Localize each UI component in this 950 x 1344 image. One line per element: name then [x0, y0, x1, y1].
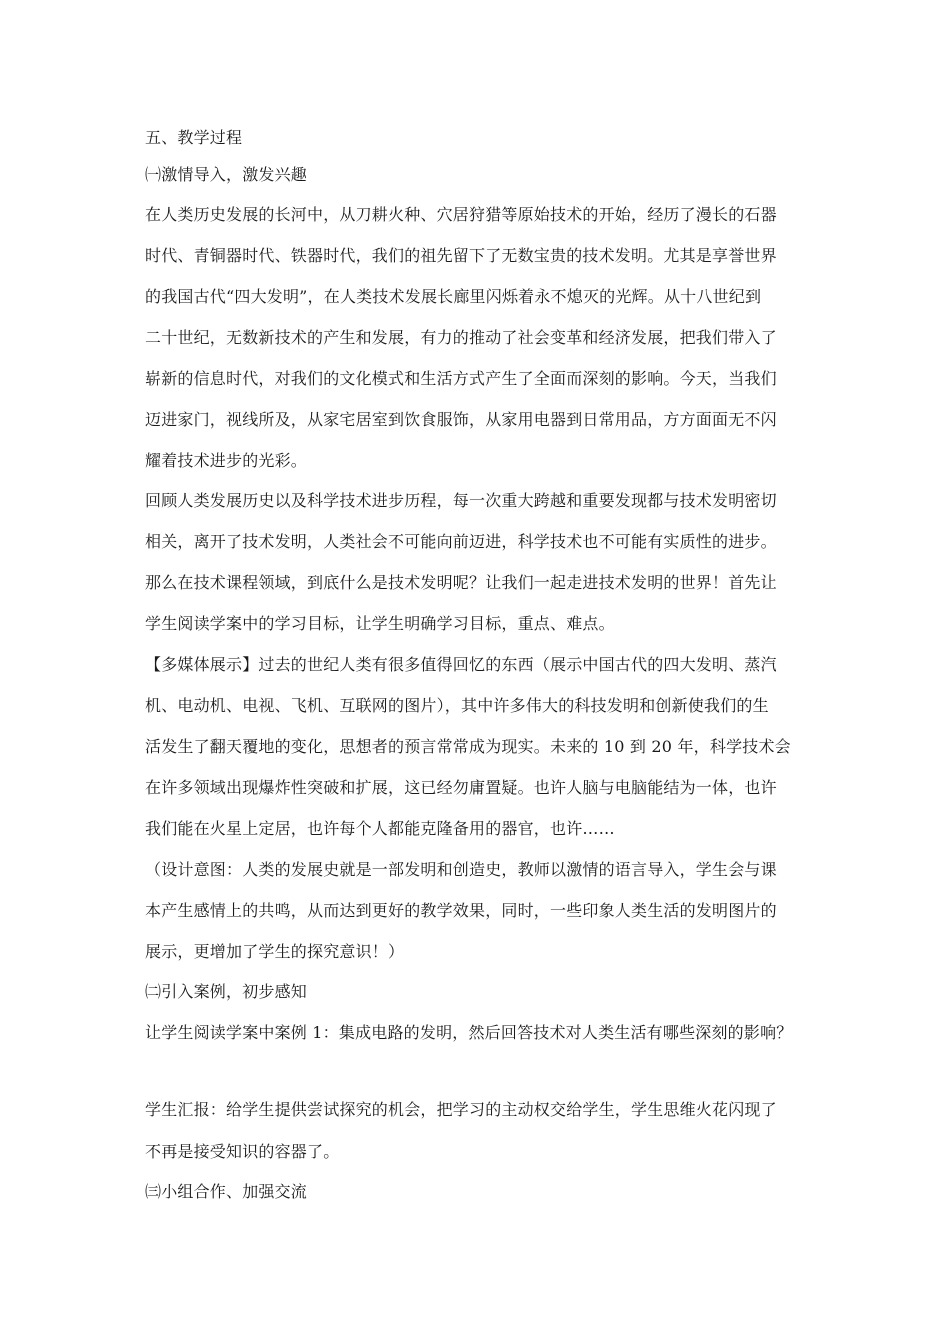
paragraph-line: 机、电动机、电视、飞机、互联网的图片），其中许多伟大的科技发明和创新使我们的生: [145, 696, 769, 715]
paragraph-line: 在人类历史发展的长河中，从刀耕火种、穴居狩猎等原始技术的开始，经历了漫长的石器: [145, 205, 777, 224]
paragraph-line: 我们能在火星上定居，也许每个人都能克隆备用的器官，也许……: [145, 819, 615, 838]
paragraph-line: 学生汇报：给学生提供尝试探究的机会，把学习的主动权交给学生，学生思维火花闪现了: [145, 1100, 777, 1119]
paragraph-line: 展示，更增加了学生的探究意识！）: [145, 942, 405, 961]
paragraph-line: 迈进家门，视线所及，从家宅居室到饮食服饰，从家用电器到日常用品，方方面面无不闪: [145, 410, 777, 429]
paragraph-line: 的我国古代“四大发明”，在人类技术发展长廊里闪烁着永不熄灭的光辉。从十八世纪到: [145, 287, 762, 306]
subsection-heading: ㈡引入案例，初步感知: [145, 982, 308, 1001]
paragraph-line: 让学生阅读学案中案例 1：集成电路的发明，然后回答技术对人类生活有哪些深刻的影响？: [145, 1023, 793, 1042]
paragraph-line: 时代、青铜器时代、铁器时代，我们的祖先留下了无数宝贵的技术发明。尤其是享誉世界: [145, 246, 777, 265]
section-heading: 五、教学过程: [145, 128, 243, 147]
paragraph-line: 不再是接受知识的容器了。: [145, 1142, 340, 1161]
paragraph-line: 活发生了翻天覆地的变化，思想者的预言常常成为现实。未来的 10 到 20 年，科学技术会: [145, 737, 791, 756]
paragraph-line: 二十世纪，无数新技术的产生和发展，有力的推动了社会变革和经济发展，把我们带入了: [145, 328, 777, 347]
paragraph-line: 在许多领域出现爆炸性突破和扩展，这已经勿庸置疑。也许人脑与电脑能结为一体，也许: [145, 778, 777, 797]
paragraph-line: 回顾人类发展历史以及科学技术进步历程，每一次重大跨越和重要发现都与技术发明密切: [145, 491, 777, 510]
paragraph-line: 【多媒体展示】过去的世纪人类有很多值得回忆的东西（展示中国古代的四大发明、蒸汽: [145, 655, 777, 674]
paragraph-line: 相关，离开了技术发明，人类社会不可能向前迈进，科学技术也不可能有实质性的进步。: [145, 532, 777, 551]
subsection-heading: ㈢小组合作、加强交流: [145, 1182, 308, 1201]
paragraph-line: 本产生感情上的共鸣，从而达到更好的教学效果，同时，一些印象人类生活的发明图片的: [145, 901, 777, 920]
paragraph-line: 耀着技术进步的光彩。: [145, 451, 308, 470]
paragraph-line: 那么在技术课程领域，到底什么是技术发明呢？让我们一起走进技术发明的世界！首先让: [145, 573, 777, 592]
subsection-heading: ㈠激情导入，激发兴趣: [145, 165, 308, 184]
paragraph-line: （设计意图：人类的发展史就是一部发明和创造史，教师以激情的语言导入，学生会与课: [145, 860, 777, 879]
paragraph-line: 崭新的信息时代，对我们的文化模式和生活方式产生了全面而深刻的影响。今天，当我们: [145, 369, 777, 388]
paragraph-line: 学生阅读学案中的学习目标，让学生明确学习目标，重点、难点。: [145, 614, 615, 633]
